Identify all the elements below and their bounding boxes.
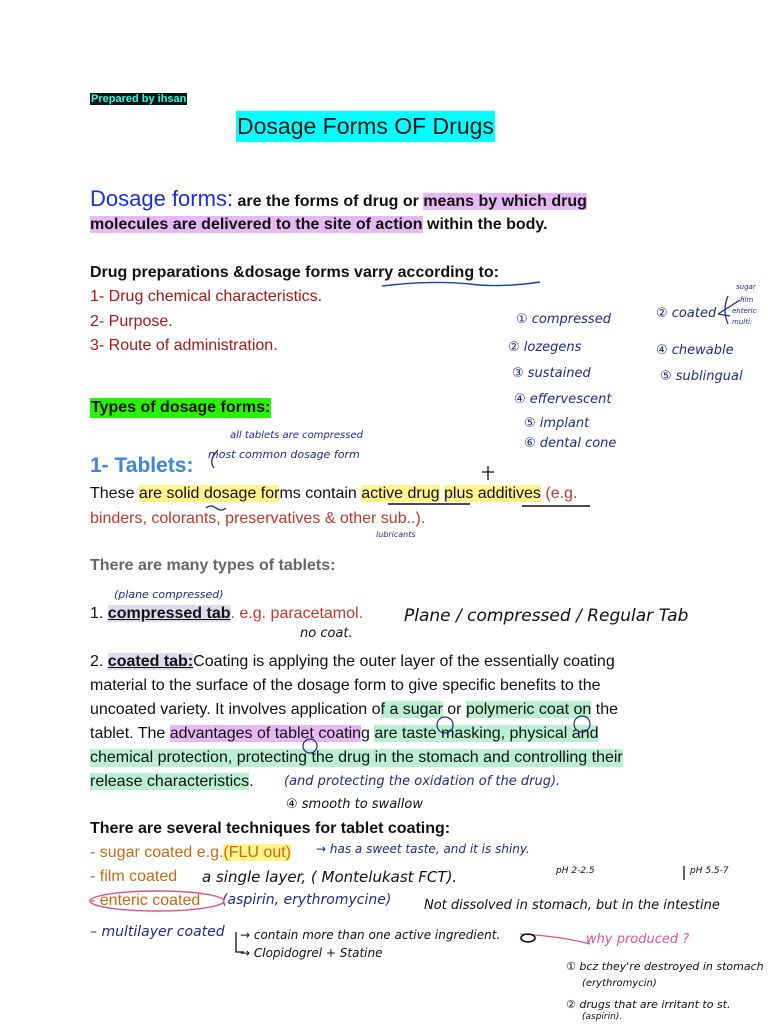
tablets-red-a: (e.g. (540, 485, 578, 502)
many-types-heading: There are many types of tablets: (90, 557, 336, 574)
hand-no-coat: no coat. (300, 626, 353, 641)
tablets-heading: 1- Tablets: (90, 454, 194, 477)
hand-enteric-example: (aspirin, erythromycine) (222, 892, 392, 908)
definition-highlight-1: means by which drug (423, 193, 587, 210)
hand-plane-note: Plane / compressed / Regular Tab (404, 606, 689, 626)
hand-ph-2: pH 5.5-7 (690, 866, 729, 876)
coated-line-5: chemical protection, protecting the drug in the stomach and controlling their (90, 749, 623, 766)
definition-highlight-2: molecules are delivered to the site of action (90, 216, 423, 233)
hand-contain-more: → contain more than one active ingredient. (240, 928, 501, 942)
technique-enteric: - enteric coated (90, 892, 201, 909)
preparation-item-2: 2- Purpose. (90, 313, 173, 330)
hand-reason-2b: (aspirin). (582, 1012, 623, 1022)
definition-text-a: are the forms of drug or (233, 193, 424, 210)
tablets-text-a: These (90, 485, 139, 502)
technique-sugar-text: - sugar coated e.g. (90, 844, 224, 861)
compressed-line (90, 605, 363, 623)
techniques-heading: There are several techniques for tablet coating: (90, 820, 451, 837)
technique-sugar (90, 844, 291, 862)
definition-term: Dosage forms: (90, 186, 234, 211)
preparation-item-3: 3- Route of administration. (90, 337, 278, 354)
page-title: Dosage Forms OF Drugs (236, 111, 495, 142)
coated-text-4b: g (361, 725, 375, 742)
hand-sweet: → has a sweet taste, and it is shiny. (316, 842, 530, 856)
coated-hl-4b: are taste masking, physical and (374, 725, 599, 742)
hand-list-4: ④ effervescent (514, 392, 612, 407)
hand-ph-1: pH 2-2.5 (556, 866, 595, 876)
hand-clopidogrel: → Clopidogrel + Statine (240, 946, 383, 960)
types-heading: Types of dosage forms: (91, 399, 271, 416)
definition-text-b: within the body. (422, 216, 548, 233)
definition-line-2 (90, 216, 548, 234)
hand-lubricants: lubricants (376, 530, 416, 539)
oval-dot-mark (521, 934, 535, 942)
hand-tablet-note-2: most common dosage form (208, 448, 360, 461)
coated-text-6: . (249, 773, 254, 790)
hand-list-right-1: ② coated (656, 306, 717, 321)
hand-smooth: ④ smooth to swallow (286, 797, 423, 812)
tablets-hl-1: are solid dosage for (138, 485, 280, 502)
hand-reason-2: ② drugs that are irritant to st. (566, 998, 731, 1011)
compressed-label: compressed tab (107, 605, 231, 622)
hand-multilayer: – multilayer coated (90, 924, 225, 940)
coated-line-2: material to the surface of the dosage form to give specific benefits to the (90, 677, 601, 694)
tablets-line-2: binders, colorants, preservatives & other sub..). (90, 510, 426, 527)
coated-hl-3a: f a sugar (380, 701, 443, 718)
hand-tablet-note-1: all tablets are compressed (230, 430, 363, 441)
tablets-hl-2: active drug (361, 485, 440, 502)
hand-why: why produced ? (586, 932, 690, 947)
hand-sugar: sugar (736, 283, 756, 291)
coated-label: coated tab: (107, 653, 194, 670)
hand-list-1: ① compressed (516, 312, 611, 327)
plus-mark-stroke (482, 466, 494, 480)
author-badge: Prepared by ihsan (91, 93, 187, 105)
hand-not-dissolved: Not dissolved in stomach, but in the intestine (424, 898, 720, 913)
hand-reason-1b: (erythromycin) (582, 978, 657, 989)
technique-sugar-example: (FLU out) (223, 844, 291, 861)
hand-list-right-2: ④ chewable (656, 343, 734, 358)
tablets-text-b: ms contain (279, 485, 362, 502)
brace-right-stroke (725, 296, 728, 324)
coated-num: 2. (90, 653, 108, 670)
preparations-heading: Drug preparations &dosage forms varry according to: (90, 264, 499, 281)
coated-line-1 (90, 653, 615, 671)
hand-list-6: ⑥ dental cone (524, 436, 617, 451)
tablets-line-1 (90, 485, 577, 503)
hand-reason-1: ① bcz they're destroyed in stomach (566, 960, 764, 973)
technique-film: - film coated (90, 868, 178, 885)
hand-enteric: enteric (732, 307, 757, 315)
coated-text-1: Coating is applying the outer layer of the essentially coating (193, 653, 615, 670)
hand-list-5: ⑤ implant (524, 416, 590, 431)
preparation-item-1: 1- Drug chemical characteristics. (90, 288, 323, 305)
coated-text-4a: tablet. The (90, 725, 170, 742)
hand-list-right-3: ⑤ sublingual (660, 369, 743, 384)
coated-text-3c: the (591, 701, 619, 718)
tablets-hl-3: plus additives (443, 485, 541, 502)
coated-hl-6: release characteristics (90, 773, 250, 790)
hand-oxidation: (and protecting the oxidation of the drug). (284, 774, 561, 789)
coated-line-3 (90, 701, 618, 719)
coated-text-3a: uncoated variety. It involves application o (90, 701, 381, 718)
arrow-why-stroke (520, 934, 590, 944)
coated-text-3b: or (442, 701, 466, 718)
coated-line-6 (90, 773, 254, 791)
hand-single-layer: a single layer, ( Montelukast FCT). (202, 868, 458, 886)
hand-list-3: ③ sustained (512, 366, 591, 381)
compressed-rest: . e.g. paracetamol. (230, 605, 364, 622)
definition-line-1 (90, 186, 587, 212)
hand-plane-compressed: (plane compressed) (114, 588, 224, 601)
hand-multi: multi: (732, 318, 753, 326)
underline-varry-stroke (382, 282, 540, 286)
coated-hl-4a: advantages of tablet coatin (169, 725, 362, 742)
hand-list-2: ② lozegens (508, 340, 582, 355)
hand-film: film (740, 296, 754, 304)
compressed-num: 1. (90, 605, 108, 622)
coated-hl-3b: polymeric coat on (465, 701, 592, 718)
coated-line-4 (90, 725, 598, 743)
